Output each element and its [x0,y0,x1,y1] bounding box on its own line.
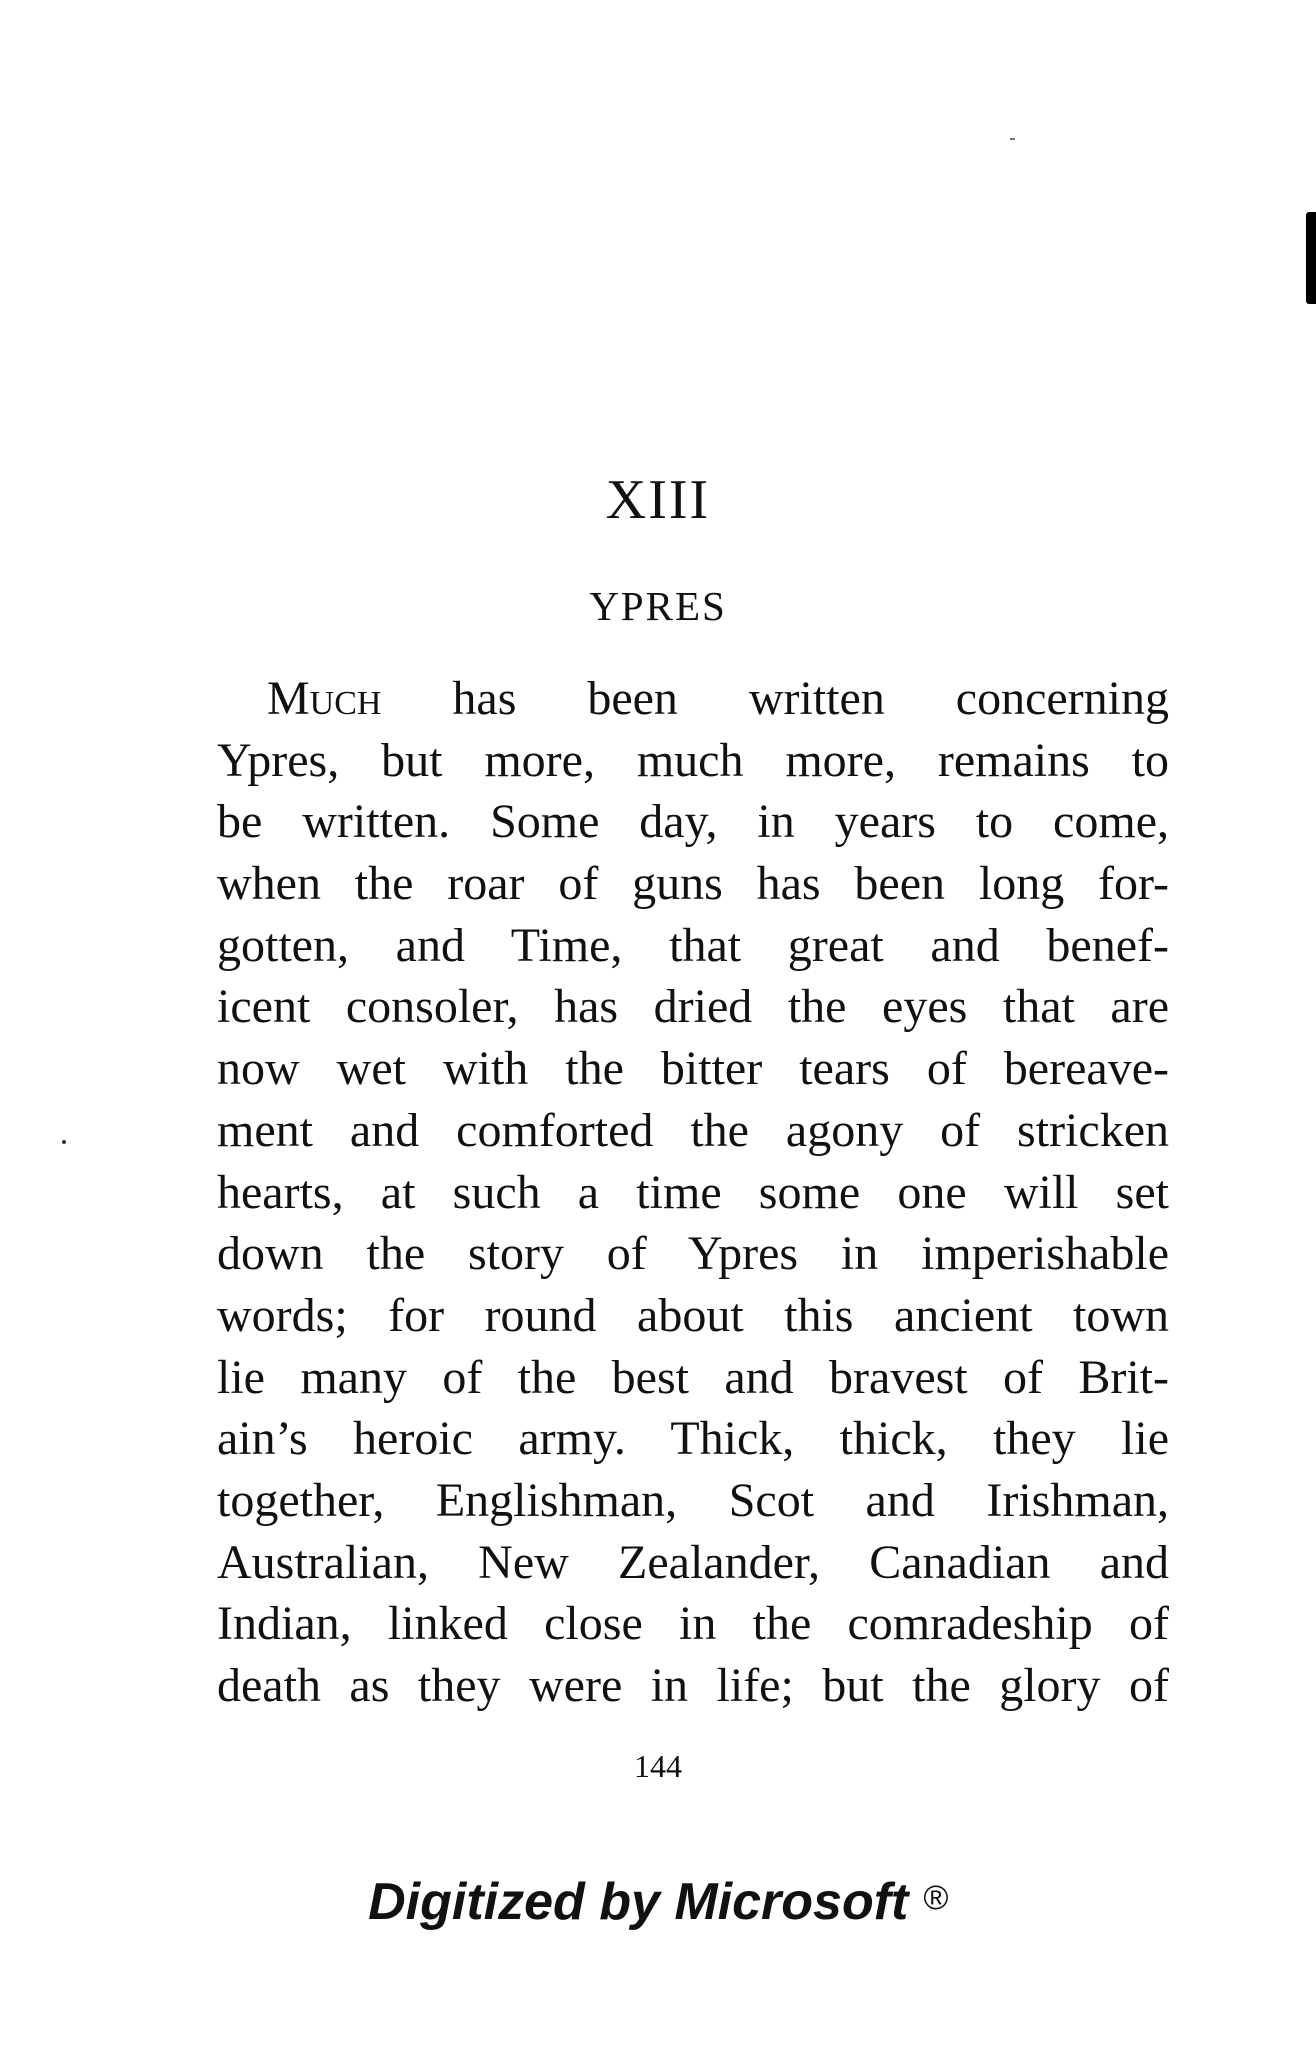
text-line: death as they were in life; but the glory of [217,1659,1169,1712]
opening-word: Much [267,672,382,725]
scan-edge-mark [1306,212,1316,304]
chapter-title: YPRES [589,583,727,629]
text-line: Indian, linked close in the comradeship of [217,1597,1169,1651]
text-line: ment and comforted the agony of stricken [217,1103,1169,1157]
text-line: be written. Some day, in years to come, [217,795,1169,849]
body-text [217,668,1169,1717]
text-line: icent consoler, has dried the eyes that are [217,980,1169,1034]
footer-text: Digitized by Microsoft [368,1873,909,1931]
text-line: down the story of Ypres in imperishable [217,1227,1169,1281]
text-line: when the roar of guns has been long for- [217,857,1169,911]
text-line: lie many of the best and bravest of Brit- [217,1350,1169,1404]
chapter-number: XIII [605,469,711,531]
scan-speck [1010,138,1015,140]
text-line: words; for round about this ancient town [217,1288,1169,1342]
text-line: ain’s heroic army. Thick, thick, they lie [217,1412,1169,1466]
text-line: Australian, New Zealander, Canadian and [217,1535,1169,1589]
text-line: hearts, at such a time some one will set [217,1165,1169,1219]
text-line: together, Englishman, Scot and Irishman, [217,1473,1169,1527]
scan-speck [62,1140,66,1144]
page-number: 144 [634,1748,682,1784]
text-line: now wet with the bitter tears of bereave- [217,1042,1169,1096]
registered-mark: ® [922,1879,948,1917]
text-line [217,668,1169,730]
text-line: gotten, and Time, that great and benef- [217,918,1169,972]
digitized-footer [0,1872,1316,1932]
text-line: Ypres, but more, much more, remains to [217,733,1169,787]
text-line-rest: has been written concerning [381,672,1169,725]
